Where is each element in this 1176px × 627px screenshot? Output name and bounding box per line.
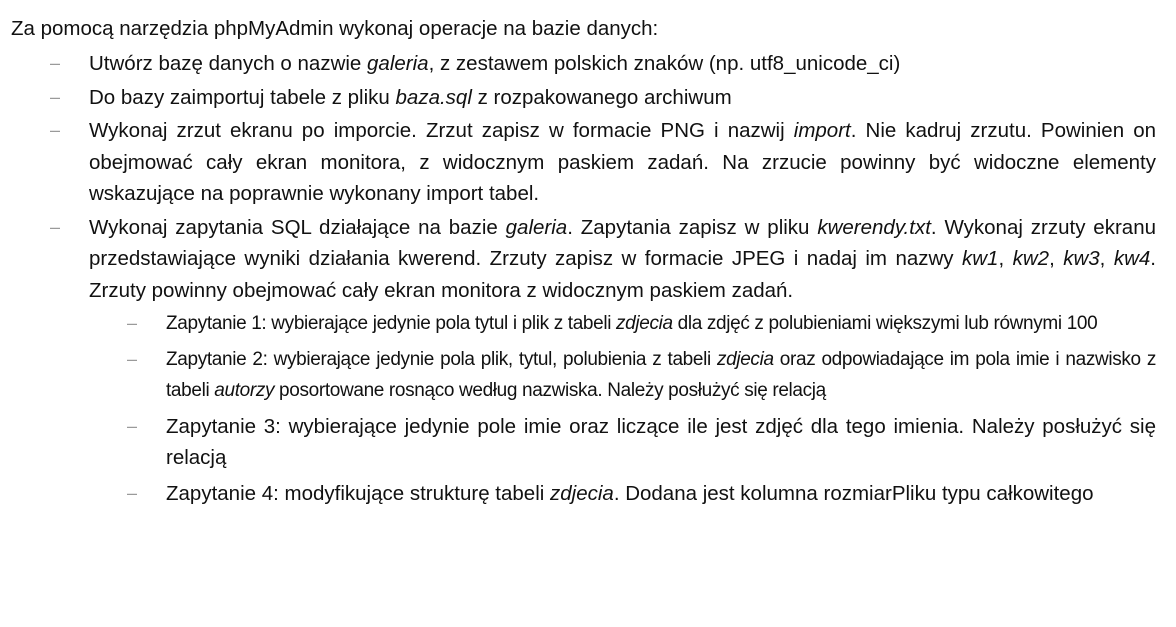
task-text: . Wykonaj zrzuty ekranu przedstawiające wyniki działania kwerend. Zrzuty zapisz w formacie JPEG i nadaj im nazwy [89,215,1156,270]
subtask-item-query-2 [11,344,1156,407]
task-item-sql-queries [11,212,1156,307]
dash-bullet: – [50,53,61,73]
subtask-item-query-3 [11,411,1156,474]
task-text: . Nie kadruj zrzutu. Powinien on obejmować cały ekran monitora, z widocznym paskiem zadań. Na zrzucie powinny być widoczne elementy wskazujące na poprawnie wykonany import tabel. [89,119,1157,205]
task-text: Utwórz bazę danych o nazwie [89,52,368,75]
subtask-text: Zapytanie 1: wybierające jedynie pola tytul i plik z tabeli [166,313,617,334]
task-text: z rozpakowanego archiwum [471,85,732,109]
emphasis-text: import [793,119,851,142]
emphasis-text: autorzy [214,380,275,401]
task-text: Do bazy zaimportuj tabele z pliku [89,85,396,109]
subtask-text: Zapytanie 2: wybierające jedynie pola plik, tytul, polubienia z tabeli [166,348,717,370]
dash-bullet: – [127,415,138,436]
task-text: , [998,247,1013,270]
task-text: , [1099,247,1114,270]
subtask-text: Zapytanie 3: wybierające jedynie pole imie oraz liczące ile jest zdjęć dla tego imienia. Należy posłużyć się relacją [166,414,1156,469]
emphasis-text: kw1 [961,247,999,270]
emphasis-text: kw2 [1012,247,1050,270]
emphasis-text: zdjecia [616,313,673,334]
dash-bullet: – [127,348,137,369]
emphasis-text: kw3 [1063,247,1100,270]
task-list [11,48,1156,509]
intro-text: Za pomocą narzędzia phpMyAdmin wykonaj operacje na bazie danych: [11,17,659,40]
task-text: . Zapytania zapisz w pliku [567,215,818,239]
dash-bullet: – [50,120,61,140]
task-item-create-db [11,48,1156,80]
dash-bullet: – [127,313,137,333]
emphasis-text: galeria [505,215,568,239]
emphasis-text: baza.sql [395,85,472,109]
subtask-text: Zapytanie 4: modyfikujące strukturę tabeli [166,481,550,505]
emphasis-text: galeria [367,52,429,75]
task-item-screenshot [11,115,1156,210]
task-text: . Zrzuty powinny obejmować cały ekran monitora z widocznym paskiem zadań. [89,247,1156,302]
emphasis-text: zdjecia [550,481,614,505]
emphasis-text: zdjecia [716,348,774,370]
subtask-item-query-1 [11,308,1156,340]
dash-bullet: – [50,216,61,237]
dash-bullet: – [50,86,61,107]
subtask-text: posortowane rosnąco według nazwiska. Należy posłużyć się relacją [274,380,826,401]
subtask-text: oraz odpowiadające im pola imie i nazwisko z tabeli [166,348,1156,401]
task-text: , z zestawem polskich znaków (np. utf8_unicode_ci) [428,52,901,75]
task-text: Wykonaj zrzut ekranu po imporcie. Zrzut zapisz w formacie PNG i nazwij [89,119,794,142]
task-text: Wykonaj zapytania SQL działające na bazie [89,215,506,239]
dash-bullet: – [127,482,138,503]
task-text: , [1049,247,1064,270]
subtask-text: dla zdjęć z polubieniami większymi lub równymi 100 [672,313,1098,334]
emphasis-text: kwerendy.txt [817,215,931,239]
subtask-item-query-4 [11,478,1156,510]
emphasis-text: kw4 [1113,247,1151,270]
subtask-text: . Dodana jest kolumna rozmiarPliku typu całkowitego [613,481,1094,505]
task-item-import [11,82,1156,114]
